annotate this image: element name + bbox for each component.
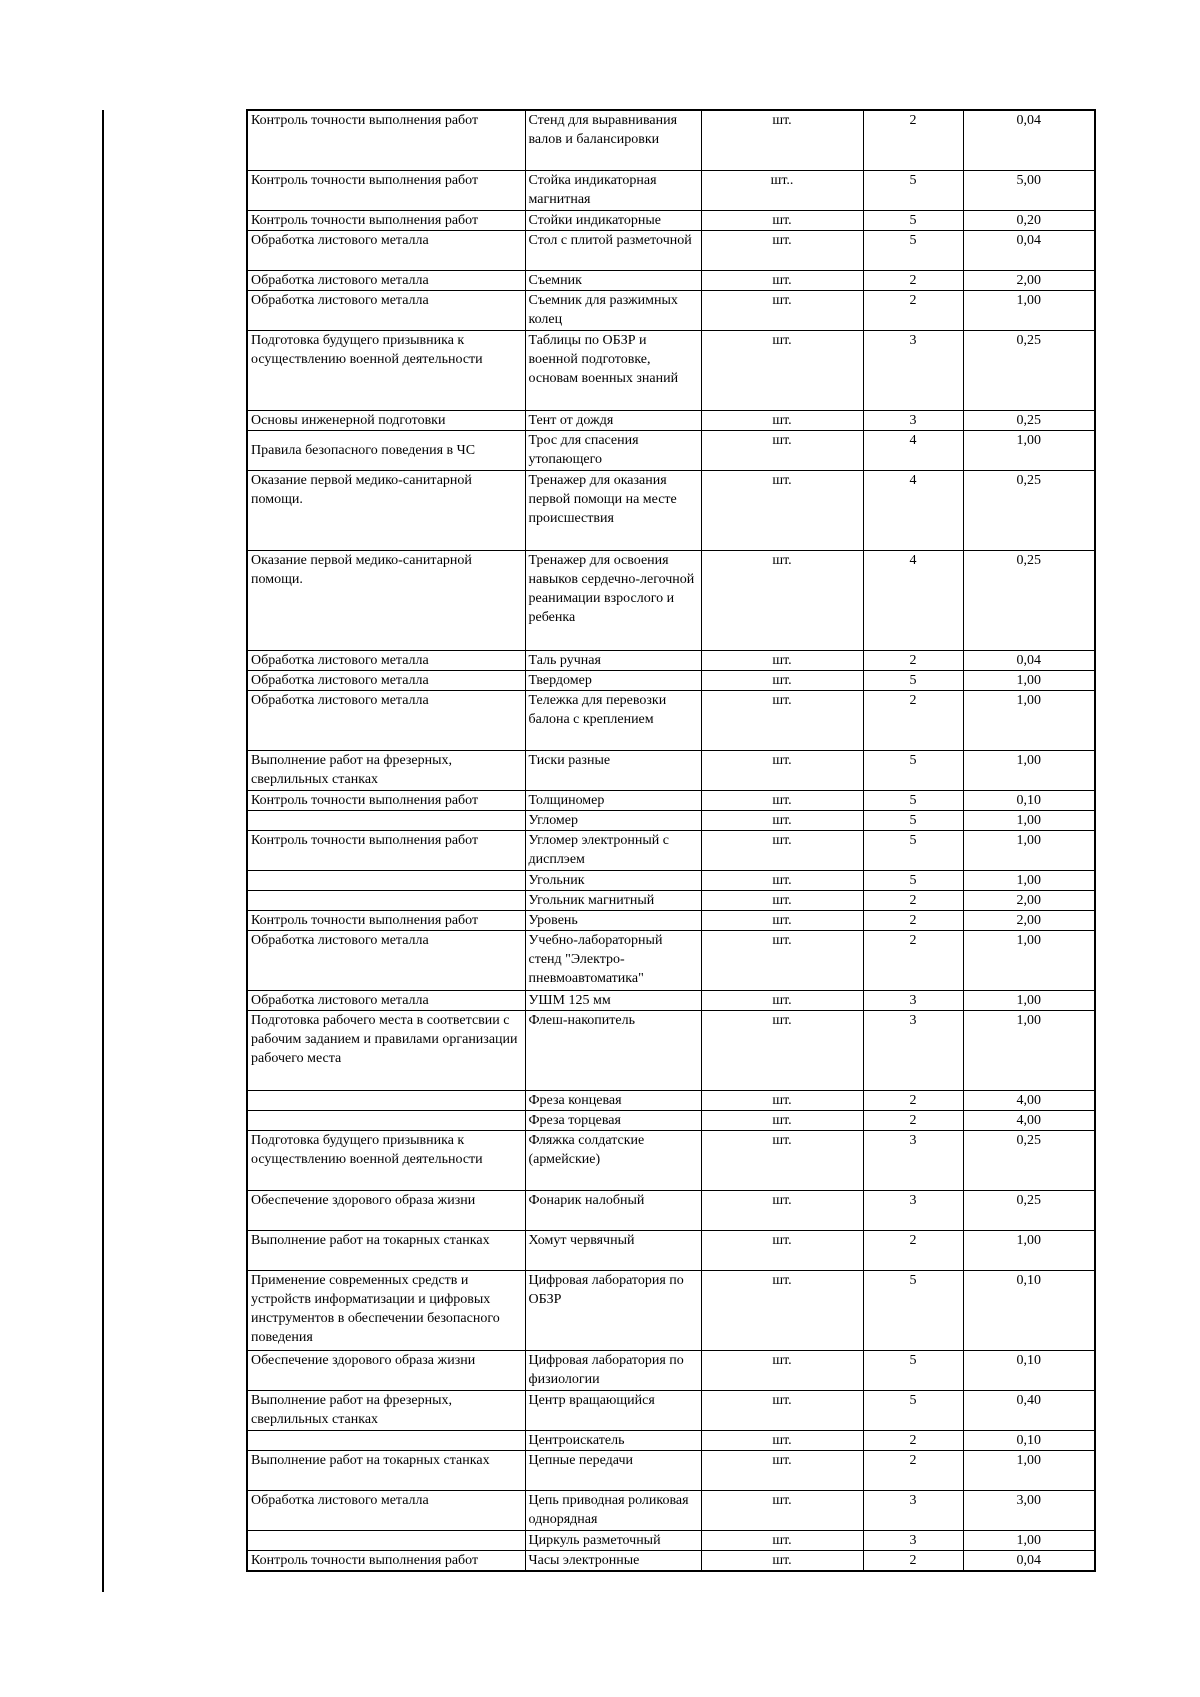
table-row (247, 550, 1095, 650)
table-row (247, 930, 1095, 990)
topic-cell (247, 1110, 525, 1130)
table-row (247, 1350, 1095, 1390)
item-cell: Фреза концевая (525, 1090, 701, 1110)
item-cell: Стол с плитой разметочной (525, 230, 701, 270)
table-row (247, 1450, 1095, 1490)
topic-cell: Контроль точности выполнения работ (247, 790, 525, 810)
unit-cell: шт. (701, 290, 863, 330)
topic-cell: Обработка листового металла (247, 930, 525, 990)
item-cell: Фляжка солдатские (армейские) (525, 1130, 701, 1190)
unit-cell: шт. (701, 1130, 863, 1190)
quantity-cell: 2 (863, 1230, 963, 1270)
item-cell: Тренажер для оказания первой помощи на месте происшествия (525, 470, 701, 550)
topic-cell: Обеспечение здорового образа жизни (247, 1190, 525, 1230)
unit-cell: шт. (701, 1390, 863, 1430)
topic-cell: Применение современных средств и устройств информатизации и цифровых инструментов в обеспечении безопасного поведения (247, 1270, 525, 1350)
quantity-cell: 2 (863, 270, 963, 290)
table-row (247, 1130, 1095, 1190)
topic-cell: Обработка листового металла (247, 290, 525, 330)
item-cell: Съемник для разжимных колец (525, 290, 701, 330)
quantity-cell: 2 (863, 1550, 963, 1571)
unit-cell: шт. (701, 750, 863, 790)
topic-cell: Контроль точности выполнения работ (247, 210, 525, 230)
item-cell: Угольник магнитный (525, 890, 701, 910)
coefficient-cell: 1,00 (963, 670, 1095, 690)
topic-cell (247, 890, 525, 910)
quantity-cell: 5 (863, 870, 963, 890)
quantity-cell: 2 (863, 1450, 963, 1490)
topic-cell: Обработка листового металла (247, 690, 525, 750)
unit-cell: шт. (701, 430, 863, 470)
table-row (247, 170, 1095, 210)
item-cell: Стойки индикаторные (525, 210, 701, 230)
item-cell: Фонарик налобный (525, 1190, 701, 1230)
unit-cell: шт. (701, 1010, 863, 1090)
table-row (247, 1190, 1095, 1230)
unit-cell: шт. (701, 870, 863, 890)
topic-cell (247, 1430, 525, 1450)
coefficient-cell: 1,00 (963, 750, 1095, 790)
quantity-cell: 4 (863, 550, 963, 650)
coefficient-cell: 1,00 (963, 690, 1095, 750)
unit-cell: шт. (701, 1550, 863, 1571)
coefficient-cell: 0,20 (963, 210, 1095, 230)
item-cell: Трос для спасения утопающего (525, 430, 701, 470)
table-row (247, 1390, 1095, 1430)
table-row (247, 230, 1095, 270)
coefficient-cell: 0,25 (963, 1190, 1095, 1230)
item-cell: Таблицы по ОБЗР и военной подготовке, основам военных знаний (525, 330, 701, 410)
unit-cell: шт. (701, 330, 863, 410)
coefficient-cell: 1,00 (963, 1010, 1095, 1090)
table-row (247, 1430, 1095, 1450)
item-cell: Твердомер (525, 670, 701, 690)
coefficient-cell: 1,00 (963, 1230, 1095, 1270)
topic-cell: Обработка листового металла (247, 650, 525, 670)
item-cell: Циркуль разметочный (525, 1530, 701, 1550)
coefficient-cell: 5,00 (963, 170, 1095, 210)
quantity-cell: 3 (863, 1190, 963, 1230)
coefficient-cell: 1,00 (963, 430, 1095, 470)
quantity-cell: 2 (863, 930, 963, 990)
topic-cell: Обработка листового металла (247, 670, 525, 690)
unit-cell: шт. (701, 1230, 863, 1270)
unit-cell: шт. (701, 670, 863, 690)
topic-cell: Обработка листового металла (247, 270, 525, 290)
coefficient-cell: 1,00 (963, 870, 1095, 890)
unit-cell: шт. (701, 1490, 863, 1530)
unit-cell: шт. (701, 990, 863, 1010)
topic-cell: Основы инженерной подготовки (247, 410, 525, 430)
quantity-cell: 5 (863, 1270, 963, 1350)
item-cell: УШМ 125 мм (525, 990, 701, 1010)
table-row (247, 670, 1095, 690)
coefficient-cell: 4,00 (963, 1110, 1095, 1130)
table-row (247, 210, 1095, 230)
table-row (247, 750, 1095, 790)
unit-cell: шт. (701, 1090, 863, 1110)
coefficient-cell: 0,25 (963, 550, 1095, 650)
quantity-cell: 5 (863, 750, 963, 790)
table-row (247, 1110, 1095, 1130)
unit-cell: шт. (701, 1190, 863, 1230)
item-cell: Учебно-лабораторный стенд "Электро-пневмоавтоматика" (525, 930, 701, 990)
table-row (247, 870, 1095, 890)
unit-cell: шт. (701, 910, 863, 930)
item-cell: Цепь приводная роликовая однорядная (525, 1490, 701, 1530)
unit-cell: шт.. (701, 170, 863, 210)
quantity-cell: 2 (863, 650, 963, 670)
table-row (247, 330, 1095, 410)
topic-cell: Подготовка будущего призывника к осуществлению военной деятельности (247, 330, 525, 410)
coefficient-cell: 0,25 (963, 1130, 1095, 1190)
quantity-cell: 5 (863, 230, 963, 270)
quantity-cell: 2 (863, 290, 963, 330)
table-row (247, 1270, 1095, 1350)
coefficient-cell: 0,04 (963, 110, 1095, 170)
topic-cell (247, 810, 525, 830)
topic-cell: Подготовка будущего призывника к осуществлению военной деятельности (247, 1130, 525, 1190)
quantity-cell: 3 (863, 990, 963, 1010)
topic-cell: Обеспечение здорового образа жизни (247, 1350, 525, 1390)
topic-cell: Обработка листового металла (247, 1490, 525, 1530)
topic-cell (247, 870, 525, 890)
item-cell: Угломер электронный с дисплэем (525, 830, 701, 870)
unit-cell: шт. (701, 1110, 863, 1130)
quantity-cell: 2 (863, 910, 963, 930)
item-cell: Угольник (525, 870, 701, 890)
coefficient-cell: 0,04 (963, 650, 1095, 670)
table-row (247, 1090, 1095, 1110)
quantity-cell: 5 (863, 830, 963, 870)
quantity-cell: 4 (863, 430, 963, 470)
quantity-cell: 5 (863, 210, 963, 230)
table-row (247, 650, 1095, 670)
table-row (247, 830, 1095, 870)
item-cell: Стенд для выравнивания валов и балансировки (525, 110, 701, 170)
topic-cell (247, 1090, 525, 1110)
coefficient-cell: 1,00 (963, 1530, 1095, 1550)
table-row (247, 910, 1095, 930)
coefficient-cell: 1,00 (963, 810, 1095, 830)
quantity-cell: 3 (863, 1490, 963, 1530)
equipment-table-body (247, 110, 1095, 1571)
quantity-cell: 3 (863, 1010, 963, 1090)
item-cell: Толщиномер (525, 790, 701, 810)
quantity-cell: 2 (863, 1090, 963, 1110)
table-row (247, 1550, 1095, 1571)
item-cell: Хомут червячный (525, 1230, 701, 1270)
unit-cell: шт. (701, 1350, 863, 1390)
unit-cell: шт. (701, 890, 863, 910)
item-cell: Тренажер для освоения навыков сердечно-легочной реанимации взрослого и ребенка (525, 550, 701, 650)
quantity-cell: 2 (863, 890, 963, 910)
table-row (247, 1490, 1095, 1530)
quantity-cell: 3 (863, 330, 963, 410)
topic-cell: Выполнение работ на токарных станках (247, 1450, 525, 1490)
topic-cell: Оказание первой медико-санитарной помощи. (247, 550, 525, 650)
topic-cell: Оказание первой медико-санитарной помощи. (247, 470, 525, 550)
table-row (247, 1530, 1095, 1550)
quantity-cell: 5 (863, 170, 963, 210)
coefficient-cell: 0,25 (963, 470, 1095, 550)
topic-cell (247, 1530, 525, 1550)
item-cell: Цифровая лаборатория по ОБЗР (525, 1270, 701, 1350)
quantity-cell: 5 (863, 1390, 963, 1430)
table-row (247, 810, 1095, 830)
item-cell: Таль ручная (525, 650, 701, 670)
quantity-cell: 5 (863, 670, 963, 690)
unit-cell: шт. (701, 1530, 863, 1550)
table-row (247, 110, 1095, 170)
unit-cell: шт. (701, 550, 863, 650)
item-cell: Стойка индикаторная магнитная (525, 170, 701, 210)
table-row (247, 430, 1095, 470)
coefficient-cell: 0,40 (963, 1390, 1095, 1430)
unit-cell: шт. (701, 1430, 863, 1450)
item-cell: Центроискатель (525, 1430, 701, 1450)
table-row (247, 690, 1095, 750)
coefficient-cell: 2,00 (963, 890, 1095, 910)
unit-cell: шт. (701, 1450, 863, 1490)
coefficient-cell: 1,00 (963, 1450, 1095, 1490)
item-cell: Часы электронные (525, 1550, 701, 1571)
quantity-cell: 5 (863, 790, 963, 810)
item-cell: Тент от дождя (525, 410, 701, 430)
coefficient-cell: 0,10 (963, 1430, 1095, 1450)
topic-cell: Контроль точности выполнения работ (247, 830, 525, 870)
quantity-cell: 3 (863, 410, 963, 430)
unit-cell: шт. (701, 230, 863, 270)
table-row (247, 990, 1095, 1010)
unit-cell: шт. (701, 650, 863, 670)
unit-cell: шт. (701, 1270, 863, 1350)
unit-cell: шт. (701, 810, 863, 830)
item-cell: Угломер (525, 810, 701, 830)
topic-cell: Выполнение работ на фрезерных, сверлильных станках (247, 750, 525, 790)
item-cell: Цепные передачи (525, 1450, 701, 1490)
unit-cell: шт. (701, 930, 863, 990)
unit-cell: шт. (701, 470, 863, 550)
table-row (247, 270, 1095, 290)
unit-cell: шт. (701, 110, 863, 170)
item-cell: Тележка для перевозки балона с креплением (525, 690, 701, 750)
coefficient-cell: 1,00 (963, 930, 1095, 990)
item-cell: Тиски разные (525, 750, 701, 790)
unit-cell: шт. (701, 690, 863, 750)
item-cell: Съемник (525, 270, 701, 290)
coefficient-cell: 0,10 (963, 1350, 1095, 1390)
quantity-cell: 2 (863, 1430, 963, 1450)
topic-cell: Обработка листового металла (247, 230, 525, 270)
topic-cell: Выполнение работ на токарных станках (247, 1230, 525, 1270)
coefficient-cell: 0,25 (963, 330, 1095, 410)
topic-cell: Контроль точности выполнения работ (247, 110, 525, 170)
topic-cell: Контроль точности выполнения работ (247, 170, 525, 210)
coefficient-cell: 0,04 (963, 230, 1095, 270)
coefficient-cell: 4,00 (963, 1090, 1095, 1110)
quantity-cell: 3 (863, 1130, 963, 1190)
coefficient-cell: 0,10 (963, 790, 1095, 810)
topic-cell: Контроль точности выполнения работ (247, 910, 525, 930)
coefficient-cell: 0,10 (963, 1270, 1095, 1350)
quantity-cell: 4 (863, 470, 963, 550)
coefficient-cell: 1,00 (963, 830, 1095, 870)
coefficient-cell: 1,00 (963, 990, 1095, 1010)
coefficient-cell: 1,00 (963, 290, 1095, 330)
quantity-cell: 2 (863, 110, 963, 170)
item-cell: Фреза торцевая (525, 1110, 701, 1130)
coefficient-cell: 0,04 (963, 1550, 1095, 1571)
unit-cell: шт. (701, 410, 863, 430)
unit-cell: шт. (701, 790, 863, 810)
table-row (247, 890, 1095, 910)
coefficient-cell: 2,00 (963, 910, 1095, 930)
quantity-cell: 5 (863, 810, 963, 830)
quantity-cell: 3 (863, 1530, 963, 1550)
unit-cell: шт. (701, 210, 863, 230)
topic-cell: Подготовка рабочего места в соответсвии с рабочим заданием и правилами организации рабочего места (247, 1010, 525, 1090)
unit-cell: шт. (701, 830, 863, 870)
table-row (247, 290, 1095, 330)
table-row (247, 790, 1095, 810)
equipment-table (246, 109, 1096, 1572)
item-cell: Уровень (525, 910, 701, 930)
table-row (247, 470, 1095, 550)
topic-cell: Контроль точности выполнения работ (247, 1550, 525, 1571)
item-cell: Флеш-накопитель (525, 1010, 701, 1090)
page-margin-line (102, 110, 104, 1592)
item-cell: Центр вращающийся (525, 1390, 701, 1430)
table-row (247, 410, 1095, 430)
coefficient-cell: 3,00 (963, 1490, 1095, 1530)
quantity-cell: 2 (863, 690, 963, 750)
quantity-cell: 2 (863, 1110, 963, 1130)
table-row (247, 1010, 1095, 1090)
coefficient-cell: 2,00 (963, 270, 1095, 290)
item-cell: Цифровая лаборатория по физиологии (525, 1350, 701, 1390)
quantity-cell: 5 (863, 1350, 963, 1390)
coefficient-cell: 0,25 (963, 410, 1095, 430)
table-row (247, 1230, 1095, 1270)
topic-cell: Обработка листового металла (247, 990, 525, 1010)
topic-cell: Правила безопасного поведения в ЧС (247, 430, 525, 470)
topic-cell: Выполнение работ на фрезерных, сверлильных станках (247, 1390, 525, 1430)
unit-cell: шт. (701, 270, 863, 290)
